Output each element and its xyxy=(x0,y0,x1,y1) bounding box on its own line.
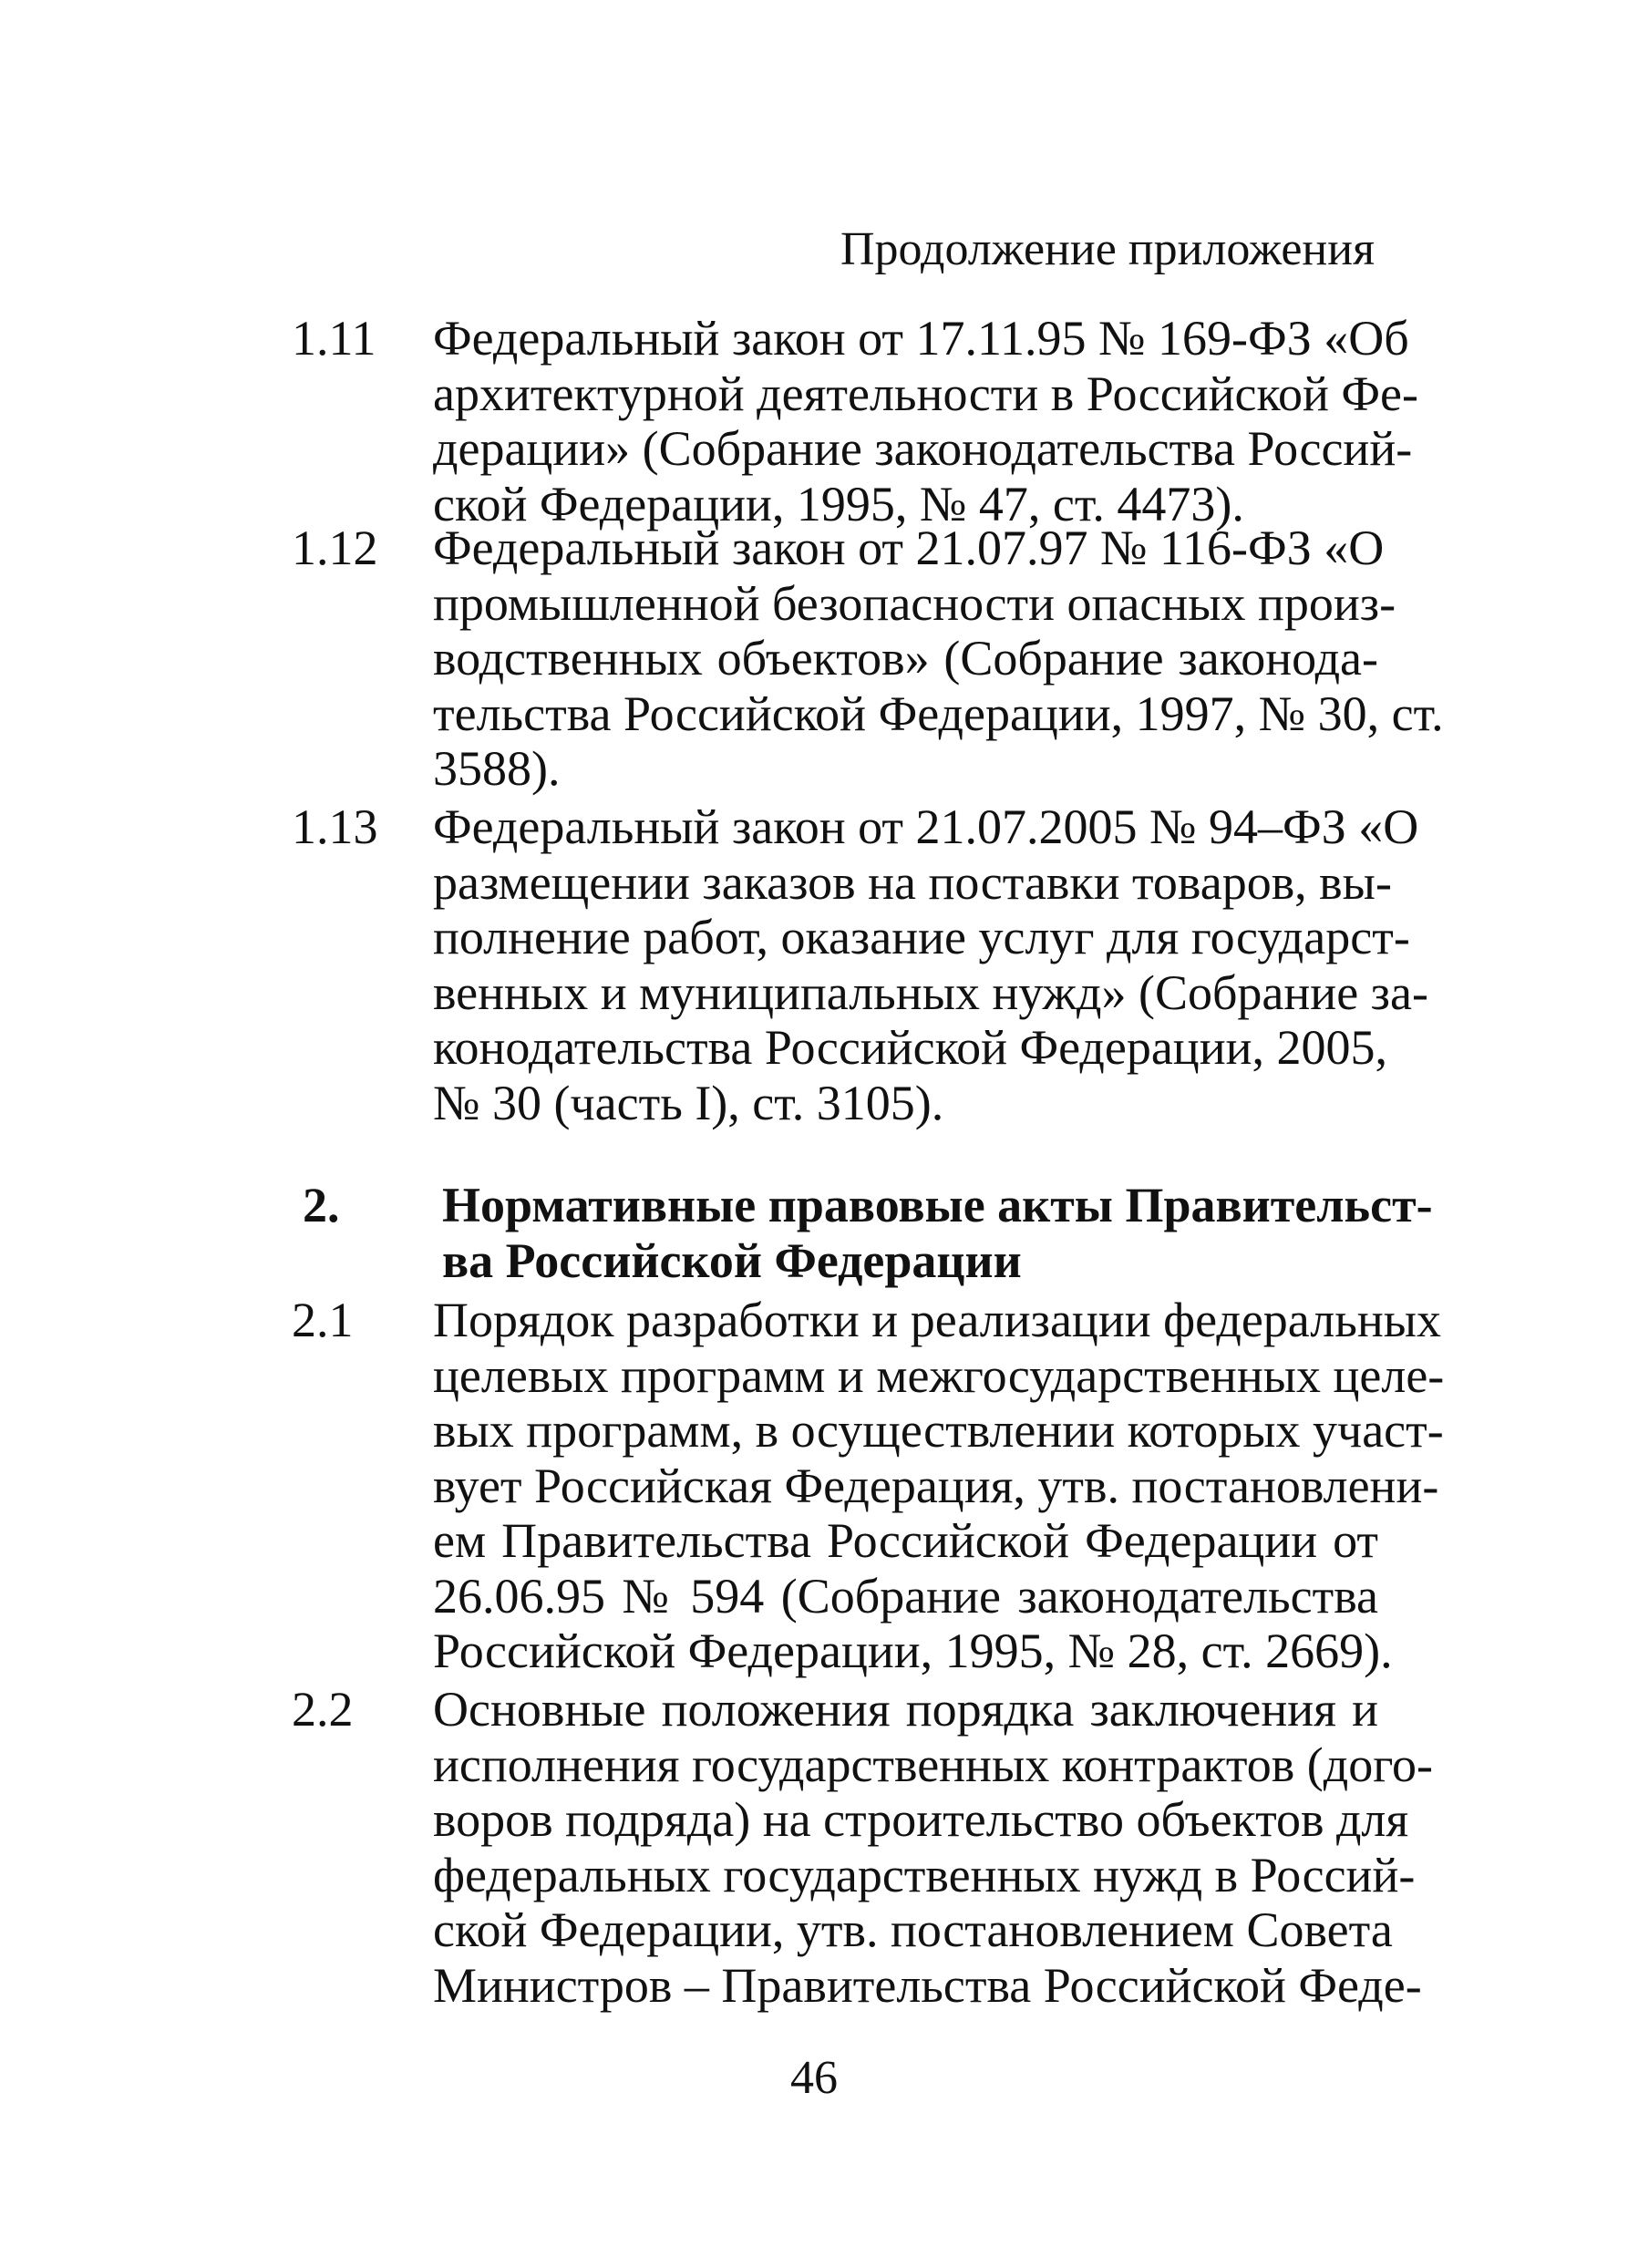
section-title-line: Нормативные правовые акты Правительст- xyxy=(442,1178,1433,1232)
entry-text xyxy=(433,799,1428,1130)
entry-line: вых программ, в осуществлении которых участ- xyxy=(433,1403,1444,1458)
entry-line: Федеральный закон от 17.11.95 № 169-ФЗ «Об xyxy=(433,311,1409,366)
entry-line: Основные положения порядка заключения и xyxy=(433,1682,1378,1737)
entry-line: 26.06.95 № 594 (Собрание законодательства xyxy=(433,1568,1378,1624)
entry-line: ской Федерации, 1995, № 47, ст. 4473). xyxy=(433,476,1244,531)
entry-text xyxy=(433,521,1444,797)
entry-text xyxy=(433,311,1419,531)
entry-line: Министров – Правительства Российской Феде- xyxy=(433,1957,1422,2013)
entry-line: Российской Федерации, 1995, № 28, ст. 2669). xyxy=(433,1624,1393,1678)
entry-line: исполнения государственных контрактов (дого- xyxy=(433,1737,1434,1792)
entry-line: конодательства Российской Федерации, 2005, xyxy=(433,1020,1387,1075)
entry-line: размещении заказов на поставки товаров, вы- xyxy=(433,854,1392,910)
entry-line: промышленной безопасности опасных произ- xyxy=(433,575,1396,631)
entry-line: полнение работ, оказание услуг для государст- xyxy=(433,910,1410,964)
page-number: 46 xyxy=(790,2052,838,2104)
entry-line: тельства Российской Федерации, 1997, № 30, ст. xyxy=(433,686,1444,741)
entry-line: ем Правительства Российской Федерации от xyxy=(433,1513,1378,1568)
entry-line: ской Федерации, утв. постановлением Совета xyxy=(433,1902,1393,1957)
entry-text xyxy=(433,1293,1445,1679)
entry-line: № 30 (часть I), ст. 3105). xyxy=(433,1075,944,1130)
entry-line: архитектурной деятельности в Российской Фе- xyxy=(433,366,1419,421)
entry-line: дерации» (Собрание законодательства Россий- xyxy=(433,421,1413,476)
entry-number: 1.13 xyxy=(292,799,378,854)
entry-number: 2.1 xyxy=(292,1293,354,1347)
entry-line: воров подряда) на строительство объектов для xyxy=(433,1792,1409,1847)
entry-line: Федеральный закон от 21.07.97 № 116-ФЗ «О xyxy=(433,521,1385,575)
section-title-line: ва Российской Федерации xyxy=(442,1232,1022,1288)
entry-text xyxy=(433,1682,1434,2013)
entry-number: 1.11 xyxy=(292,311,376,366)
entry-line: федеральных государственных нужд в Россий- xyxy=(433,1847,1416,1902)
entry-number: 1.12 xyxy=(292,521,378,575)
entry-line: водственных объектов» (Собрание законода- xyxy=(433,631,1378,686)
entry-line: Порядок разработки и реализации федеральных xyxy=(433,1293,1441,1347)
entry-line: Федеральный закон от 21.07.2005 № 94–ФЗ «О xyxy=(433,799,1419,854)
section-number: 2. xyxy=(303,1178,340,1232)
running-head: Продолжение приложения xyxy=(840,223,1375,275)
section-title xyxy=(442,1178,1433,1288)
entry-line: вует Российская Федерация, утв. постановлени- xyxy=(433,1458,1439,1513)
entry-number: 2.2 xyxy=(292,1682,354,1737)
entry-line: целевых программ и межгосударственных целе- xyxy=(433,1347,1445,1403)
entry-line: венных и муниципальных нужд» (Собрание за- xyxy=(433,964,1428,1020)
entry-line: 3588). xyxy=(433,741,561,796)
